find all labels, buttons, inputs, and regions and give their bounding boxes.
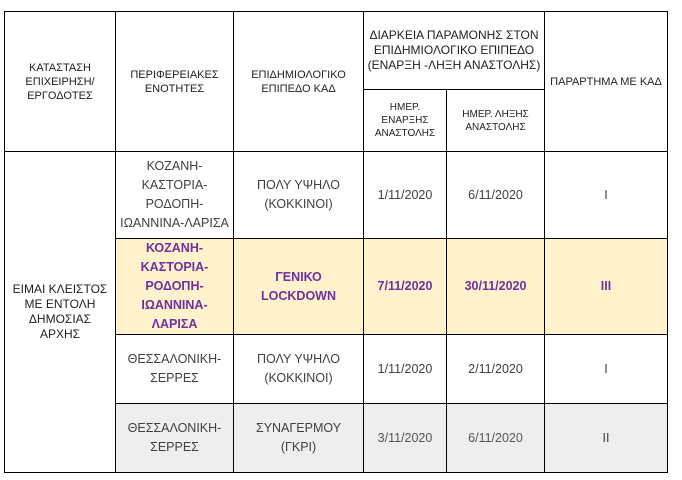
suspension-table <box>4 11 668 473</box>
start-date-header: ΗΜΕΡ. ΕΝΑΡΞΗΣ ΑΝΑΣΤΟΛΗΣ <box>364 90 447 152</box>
header-row <box>5 12 668 90</box>
level-cell: ΣΥΝΑΓΕΡΜΟΥ (ΓΚΡΙ) <box>234 404 364 473</box>
annex-cell: I <box>545 335 668 404</box>
level-cell: ΠΟΛΥ ΥΨΗΛΟ (ΚΟΚΚΙΝΟΙ) <box>234 152 364 239</box>
level-cell: ΠΟΛΥ ΥΨΗΛΟ (ΚΟΚΚΙΝΟΙ) <box>234 335 364 404</box>
annex-header: ΠΑΡΑΡΤΗΜΑ ΜΕ ΚΑΔ <box>545 12 668 152</box>
annex-cell: III <box>545 239 668 335</box>
start-date-cell: 1/11/2020 <box>364 335 447 404</box>
annex-cell: I <box>545 152 668 239</box>
regions-cell: ΘΕΣΣΑΛΟΝΙΚΗ-ΣΕΡΡΕΣ <box>116 404 234 473</box>
regions-cell: ΘΕΣΣΑΛΟΝΙΚΗ-ΣΕΡΡΕΣ <box>116 335 234 404</box>
level-header: ΕΠΙΔΗΜΙΟΛΟΓΙΚΟ ΕΠΙΠΕΔΟ ΚΑΔ <box>234 12 364 152</box>
start-date-cell: 3/11/2020 <box>364 404 447 473</box>
regions-cell: ΚΟΖΑΝΗ-ΚΑΣΤΟΡΙΑ-ΡΟΔΟΠΗ-ΙΩΑΝΝΙΝΑ-ΛΑΡΙΣΑ <box>116 152 234 239</box>
end-date-cell: 2/11/2020 <box>447 335 545 404</box>
status-header: ΚΑΤΑΣΤΑΣΗ ΕΠΙΧΕΙΡΗΣΗ/ ΕΡΓΟΔΟΤΕΣ <box>5 12 116 152</box>
status-cell: ΕΙΜΑΙ ΚΛΕΙΣΤΟΣ ΜΕ ΕΝΤΟΛΗ ΔΗΜΟΣΙΑΣ ΑΡΧΗΣ <box>5 152 116 473</box>
regions-header: ΠΕΡΙΦΕΡΕΙΑΚΕΣ ΕΝΟΤΗΤΕΣ <box>116 12 234 152</box>
level-cell: ΓΕΝΙΚΟ LOCKDOWN <box>234 239 364 335</box>
end-date-header: ΗΜΕΡ. ΛΗΞΗΣ ΑΝΑΣΤΟΛΗΣ <box>447 90 545 152</box>
duration-header: ΔΙΑΡΚΕΙΑ ΠΑΡΑΜΟΝΗΣ ΣΤΟΝ ΕΠΙΔΗΜΙΟΛΟΓΙΚΟ ΕΠΙΠΕΔΟ (ΕΝΑΡΞΗ -ΛΗΞΗ ΑΝΑΣΤΟΛΗΣ) <box>364 12 545 90</box>
start-date-cell: 7/11/2020 <box>364 239 447 335</box>
start-date-cell: 1/11/2020 <box>364 152 447 239</box>
end-date-cell: 6/11/2020 <box>447 152 545 239</box>
regions-cell: ΚΟΖΑΝΗ-ΚΑΣΤΟΡΙΑ-ΡΟΔΟΠΗ-ΙΩΑΝΝΙΝΑ-ΛΑΡΙΣΑ <box>116 239 234 335</box>
table-row <box>5 152 668 239</box>
end-date-cell: 30/11/2020 <box>447 239 545 335</box>
end-date-cell: 6/11/2020 <box>447 404 545 473</box>
annex-cell: II <box>545 404 668 473</box>
